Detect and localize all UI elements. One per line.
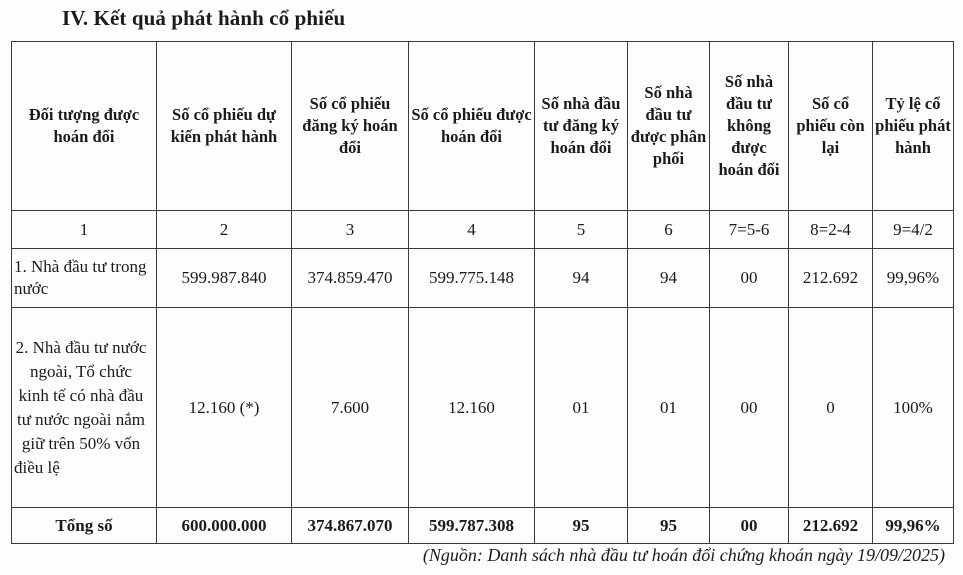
header-swapped-shares: Số cổ phiếu được hoán đổi bbox=[409, 42, 535, 211]
table-cell: 599.987.840 bbox=[157, 249, 292, 308]
total-cell: 95 bbox=[628, 508, 710, 544]
column-number: 1 bbox=[12, 211, 157, 249]
table-cell: 99,96% bbox=[873, 249, 954, 308]
column-number-row bbox=[12, 211, 954, 249]
table-cell: 01 bbox=[535, 308, 628, 508]
column-number: 3 bbox=[292, 211, 409, 249]
table-row-domestic-investors bbox=[12, 249, 954, 308]
row-label: 2. Nhà đầu tư nước ngoài, Tổ chức kinh tế có nhà đầu tư nước ngoài nắm giữ trên 50% vốn điều lệ bbox=[12, 308, 157, 508]
table-cell: 374.859.470 bbox=[292, 249, 409, 308]
header-planned-shares: Số cổ phiếu dự kiến phát hành bbox=[157, 42, 292, 211]
column-number: 8=2-4 bbox=[789, 211, 873, 249]
table-row-foreign-investors bbox=[12, 308, 954, 508]
row-label: 1. Nhà đầu tư trong nước bbox=[12, 249, 157, 308]
table-cell: 7.600 bbox=[292, 308, 409, 508]
total-cell: 374.867.070 bbox=[292, 508, 409, 544]
total-cell: 599.787.308 bbox=[409, 508, 535, 544]
column-number: 6 bbox=[628, 211, 710, 249]
table-cell: 212.692 bbox=[789, 249, 873, 308]
header-unswapped-investors: Số nhà đầu tư không được hoán đổi bbox=[710, 42, 789, 211]
header-investor-type: Đối tượng được hoán đổi bbox=[12, 42, 157, 211]
column-number: 4 bbox=[409, 211, 535, 249]
header-registered-shares: Số cổ phiếu đăng ký hoán đổi bbox=[292, 42, 409, 211]
total-cell: 00 bbox=[710, 508, 789, 544]
table-cell: 0 bbox=[789, 308, 873, 508]
header-registered-investors: Số nhà đầu tư đăng ký hoán đổi bbox=[535, 42, 628, 211]
table-cell: 94 bbox=[535, 249, 628, 308]
column-number: 9=4/2 bbox=[873, 211, 954, 249]
column-number: 5 bbox=[535, 211, 628, 249]
header-issuance-ratio: Tỷ lệ cổ phiếu phát hành bbox=[873, 42, 954, 211]
header-remaining-shares: Số cổ phiếu còn lại bbox=[789, 42, 873, 211]
table-cell: 100% bbox=[873, 308, 954, 508]
table-cell: 00 bbox=[710, 249, 789, 308]
table-cell: 599.775.148 bbox=[409, 249, 535, 308]
issuance-results-table bbox=[11, 41, 954, 544]
source-note: (Nguồn: Danh sách nhà đầu tư hoán đổi chứng khoán ngày 19/09/2025) bbox=[422, 545, 945, 565]
header-row bbox=[12, 42, 954, 211]
total-cell: 600.000.000 bbox=[157, 508, 292, 544]
total-label: Tổng số bbox=[12, 508, 157, 544]
column-number: 2 bbox=[157, 211, 292, 249]
table-cell: 00 bbox=[710, 308, 789, 508]
table-cell: 12.160 (*) bbox=[157, 308, 292, 508]
table-cell: 94 bbox=[628, 249, 710, 308]
table-cell: 01 bbox=[628, 308, 710, 508]
table-cell: 12.160 bbox=[409, 308, 535, 508]
section-title: IV. Kết quả phát hành cổ phiếu bbox=[62, 6, 346, 30]
header-allocated-investors: Số nhà đầu tư được phân phối bbox=[628, 42, 710, 211]
total-cell: 95 bbox=[535, 508, 628, 544]
column-number: 7=5-6 bbox=[710, 211, 789, 249]
table-row-total bbox=[12, 508, 954, 544]
total-cell: 99,96% bbox=[873, 508, 954, 544]
total-cell: 212.692 bbox=[789, 508, 873, 544]
